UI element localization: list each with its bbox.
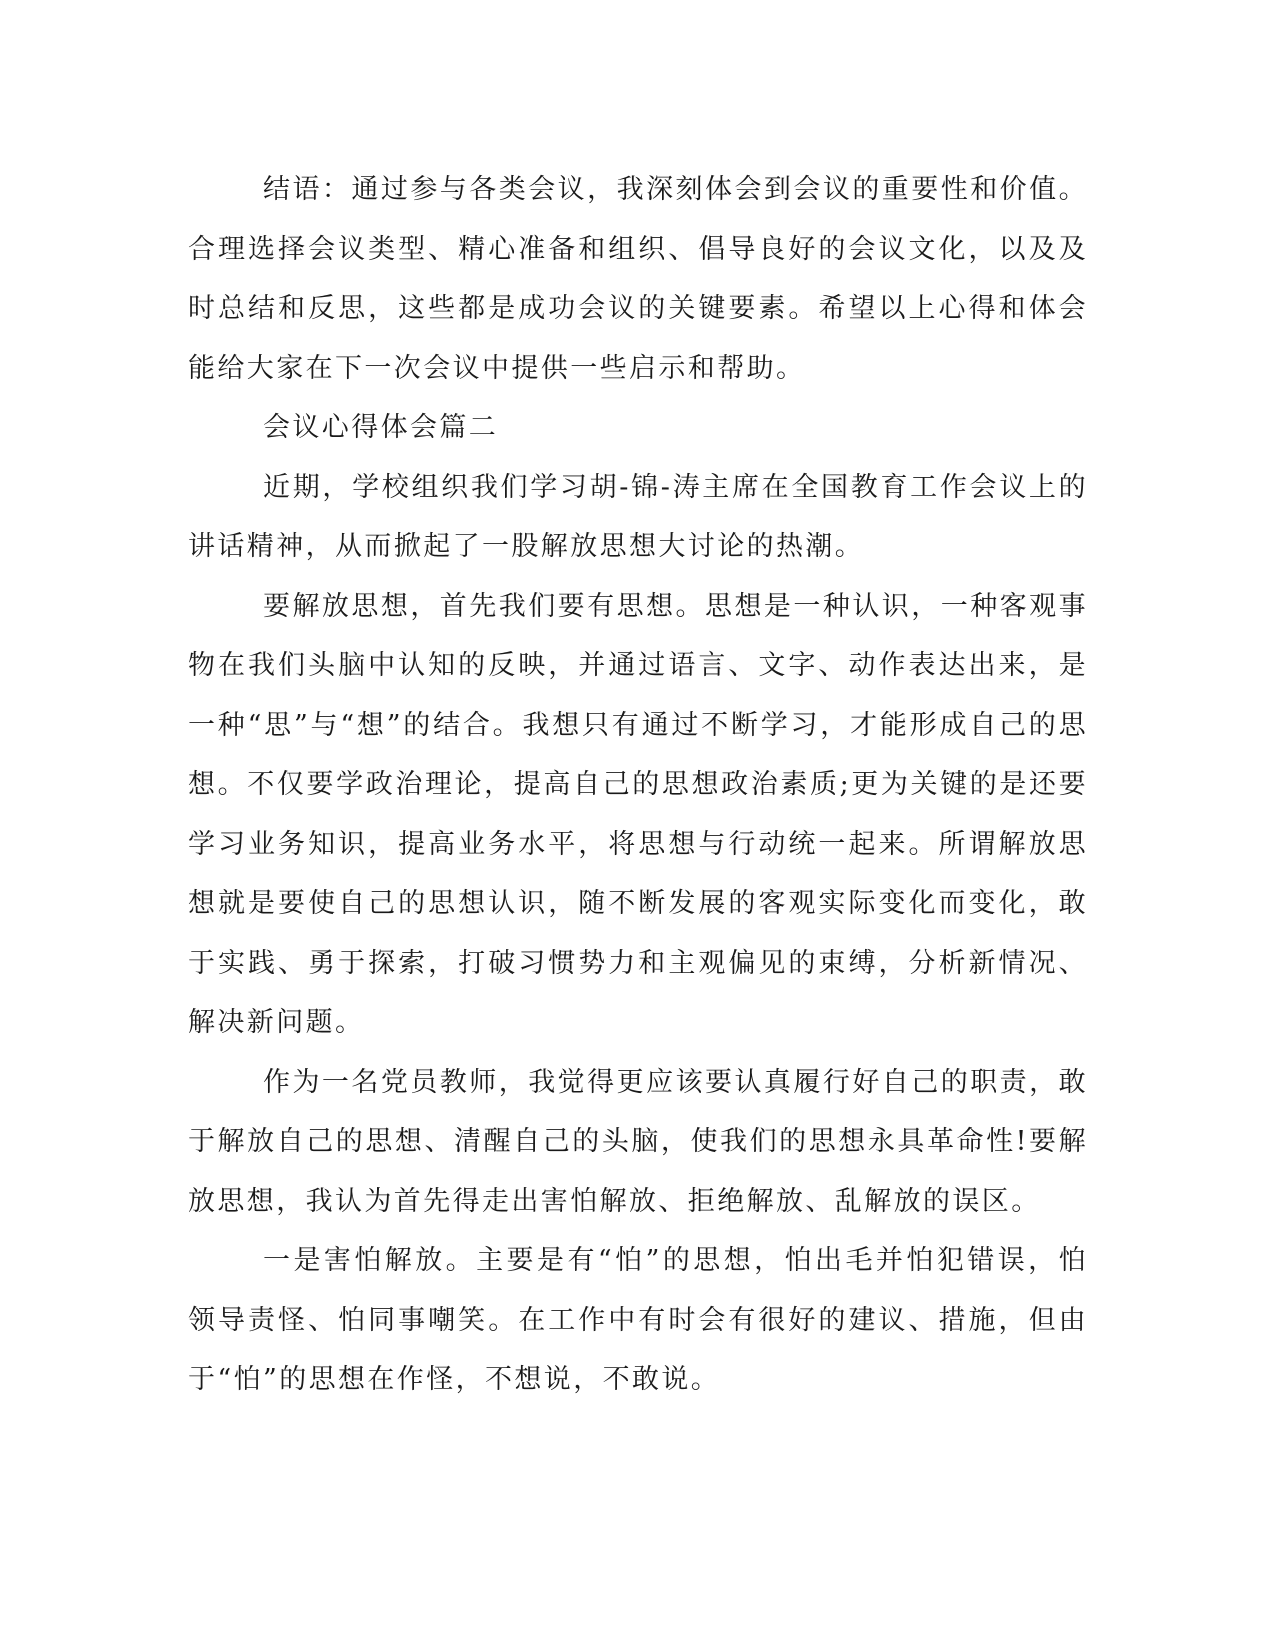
paragraph-intro: 近期，学校组织我们学习胡-锦-涛主席在全国教育工作会议上的讲话精神，从而掀起了一股解放思想大讨论的热潮。 — [188, 471, 1088, 562]
paragraph-teacher-duty: 作为一名党员教师，我觉得更应该要认真履行好自己的职责，敢于解放自己的思想、清醒自己的头脑，使我们的思想永具革命性!要解放思想，我认为首先得走出害怕解放、拒绝解放、乱解放的误区。 — [188, 1066, 1088, 1217]
document-body — [188, 160, 1088, 1410]
section-heading: 会议心得体会篇二 — [263, 412, 499, 443]
paragraph-conclusion: 结语：通过参与各类会议，我深刻体会到会议的重要性和价值。合理选择会议类型、精心准备和组织、倡导良好的会议文化，以及及时总结和反思，这些都是成功会议的关键要素。希望以上心得和体会能给大家在下一次会议中提供一些启示和帮助。 — [188, 174, 1088, 384]
paragraph-liberate-thinking: 要解放思想，首先我们要有思想。思想是一种认识，一种客观事物在我们头脑中认知的反映，并通过语言、文字、动作表达出来，是一种“思”与“想”的结合。我想只有通过不断学习，才能形成自己的思想。不仅要学政治理论，提高自己的思想政治素质;更为关键的是还要学习业务知识，提高业务水平，将思想与行动统一起来。所谓解放思想就是要使自己的思想认识，随不断发展的客观实际变化而变化，敢于实践、勇于探索，打破习惯势力和主观偏见的束缚，分析新情况、解决新问题。 — [188, 590, 1088, 1038]
paragraph-fear: 一是害怕解放。主要是有“怕”的思想，怕出毛并怕犯错误，怕领导责怪、怕同事嘲笑。在工作中有时会有很好的建议、措施，但由于“怕”的思想在作怪，不想说，不敢说。 — [188, 1245, 1088, 1395]
